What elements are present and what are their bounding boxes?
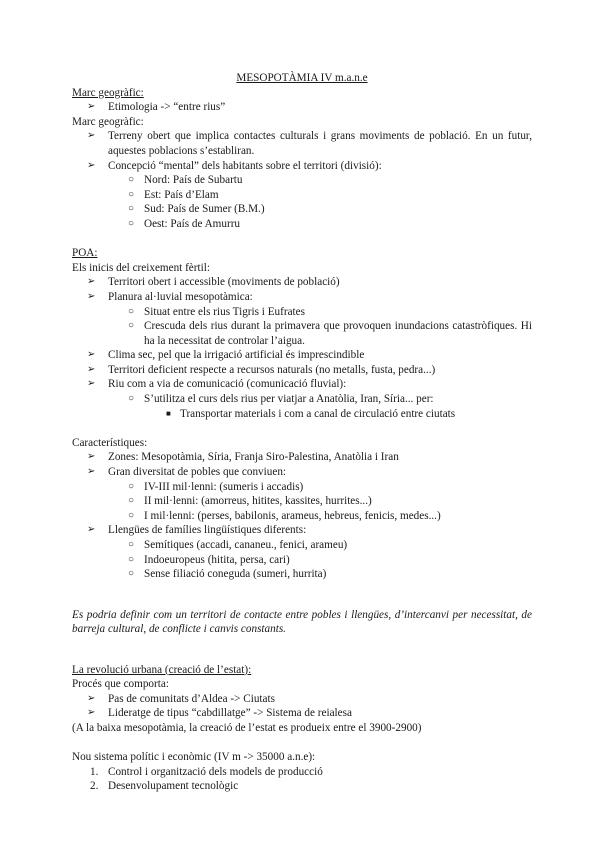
list-marc-2 (72, 129, 532, 231)
arrow-bullet-icon: ➢ (87, 130, 96, 142)
list-item: ○ Sense filiació coneguda (sumeri, hurrita) (128, 568, 327, 581)
list-item: ○ Situat entre els rius Tigris i Eufrates (128, 305, 305, 318)
arrow-bullet-icon: ➢ (87, 378, 96, 390)
circle-bullet-icon: ○ (128, 393, 135, 405)
list-item: ➢ Planura al·luvial mesopotàmica: (87, 290, 253, 303)
document-title: MESOPOTÀMIA IV m.a.n.e (236, 72, 368, 84)
circle-bullet-icon: ○ (128, 568, 135, 580)
list-item: ○ Est: País d’Elam (128, 188, 219, 201)
list-item: ○ Crescuda dels rius durant la primavera que provoquen inundacions catastròfiques. Hi ha la necessitat de controlar l’aigua. (128, 320, 532, 347)
section-heading-sistema: Nou sistema polític i econòmic (IV m -> 35000 a.n.e): (72, 751, 316, 764)
circle-bullet-icon: ○ (128, 495, 135, 507)
arrow-bullet-icon: ➢ (87, 159, 96, 171)
circle-bullet-icon: ○ (128, 203, 135, 215)
list-item: ➢ Llengües de famílies lingüístiques diferents: (87, 524, 307, 537)
section-heading-poa: POA: (72, 247, 98, 260)
summary-paragraph: Es podria definir com un territori de contacte entre pobles i llengües, d’intercanvi per necessitat, de barreja cultural, de conflicte i canvis constants. (72, 608, 532, 636)
circle-bullet-icon: ○ (128, 188, 135, 200)
list-item: ○ Semítiques (accadi, cananeu., fenici, arameu) (128, 539, 348, 551)
list-caracteristiques (72, 450, 532, 581)
arrow-bullet-icon: ➢ (87, 524, 96, 536)
square-bullet-icon: ■ (166, 408, 171, 418)
list-poa (72, 275, 532, 421)
arrow-bullet-icon: ➢ (87, 707, 96, 719)
circle-bullet-icon: ○ (128, 320, 135, 332)
list-item: ○ IV-III mil·lenni: (sumeris i accadis) (128, 480, 304, 493)
list-number: 2. (90, 780, 99, 793)
list-item: ➢ Territori obert i accessible (moviments de població) (87, 276, 340, 289)
circle-bullet-icon: ○ (128, 305, 135, 317)
list-item: ➢ Pas de comunitats d’Aldea -> Ciutats (87, 692, 275, 705)
section-heading-caracteristiques: Característiques: (72, 436, 148, 449)
circle-bullet-icon: ○ (128, 217, 135, 229)
arrow-bullet-icon: ➢ (87, 692, 96, 704)
circle-bullet-icon: ○ (128, 174, 135, 186)
arrow-bullet-icon: ➢ (87, 349, 96, 361)
numbered-list-sistema (72, 765, 532, 794)
arrow-bullet-icon: ➢ (87, 290, 96, 302)
section-subheading-marc: Marc geogràfic: (72, 115, 144, 128)
section-heading-revolucio: La revolució urbana (creació de l’estat): (72, 663, 252, 676)
arrow-bullet-icon: ➢ (87, 466, 96, 478)
list-item: ○ Indoeuropeus (hitita, persa, cari) (128, 553, 290, 566)
list-item: ➢ Zones: Mesopotàmia, Síria, Franja Siro-Palestina, Anatòlia i Iran (87, 451, 399, 464)
arrow-bullet-icon: ➢ (87, 276, 96, 288)
list-item: ➢ Etimologia -> “entre rius” (87, 101, 226, 114)
revolucio-note: (A la baixa mesopotàmia, la creació de l’estat es produeix entre el 3900-2900) (72, 721, 422, 734)
list-item: ➢ Riu com a via de comunicació (comunicació fluvial): (87, 378, 347, 391)
arrow-bullet-icon: ➢ (87, 101, 96, 113)
list-item: ○ I mil·lenni: (perses, babilonis, arameus, hebreus, fenicis, medes...) (128, 509, 441, 522)
list-item: ➢ Territori deficient respecte a recursos naturals (no metalls, fusta, pedra...) (87, 363, 436, 376)
arrow-bullet-icon: ➢ (87, 363, 96, 375)
list-item: ➢ Gran diversitat de pobles que conviuen: (87, 466, 287, 479)
list-item: ➢ Clima sec, pel que la irrigació artificial és imprescindible (87, 349, 365, 362)
list-marc-1 (72, 100, 532, 115)
section-intro-poa: Els inicis del creixement fèrtil: (72, 261, 210, 274)
document-body (72, 71, 532, 794)
list-item: ➢ Lideratge de tipus “cabdillatge” -> Sistema de reialesa (87, 707, 352, 720)
list-item: ■ Transportar materials i com a canal de circulació entre ciutats (166, 407, 456, 420)
list-item: ○ Nord: País de Subartu (128, 174, 243, 187)
list-item: ○ Oest: País de Amurru (128, 217, 241, 230)
list-item: 2. Desenvolupament tecnològic (90, 780, 239, 793)
arrow-bullet-icon: ➢ (87, 451, 96, 463)
list-item: 1. Control i organització dels models de producció (90, 765, 323, 778)
list-revolucio (72, 692, 532, 721)
circle-bullet-icon: ○ (128, 509, 135, 521)
section-heading-marc: Marc geogràfic: (72, 86, 144, 99)
list-item: ○ II mil·lenni: (amorreus, hitites, kassites, hurrites...) (128, 495, 372, 508)
circle-bullet-icon: ○ (128, 480, 135, 492)
list-item: ○ S’utilitza el curs dels rius per viatjar a Anatòlia, Iran, Síria... per: (128, 393, 434, 406)
circle-bullet-icon: ○ (128, 539, 135, 550)
list-item: ➢ Concepció “mental” dels habitants sobre el territori (divisió): (87, 159, 382, 172)
list-item: ○ Sud: País de Sumer (B.M.) (128, 203, 265, 216)
circle-bullet-icon: ○ (128, 553, 135, 565)
list-item: ➢ Terreny obert que implica contactes culturals i grans moviments de població. En un futur, aquestes poblacions s’establiran. (87, 130, 532, 157)
section-intro-revolucio: Procés que comporta: (72, 678, 169, 691)
list-number: 1. (90, 765, 99, 778)
